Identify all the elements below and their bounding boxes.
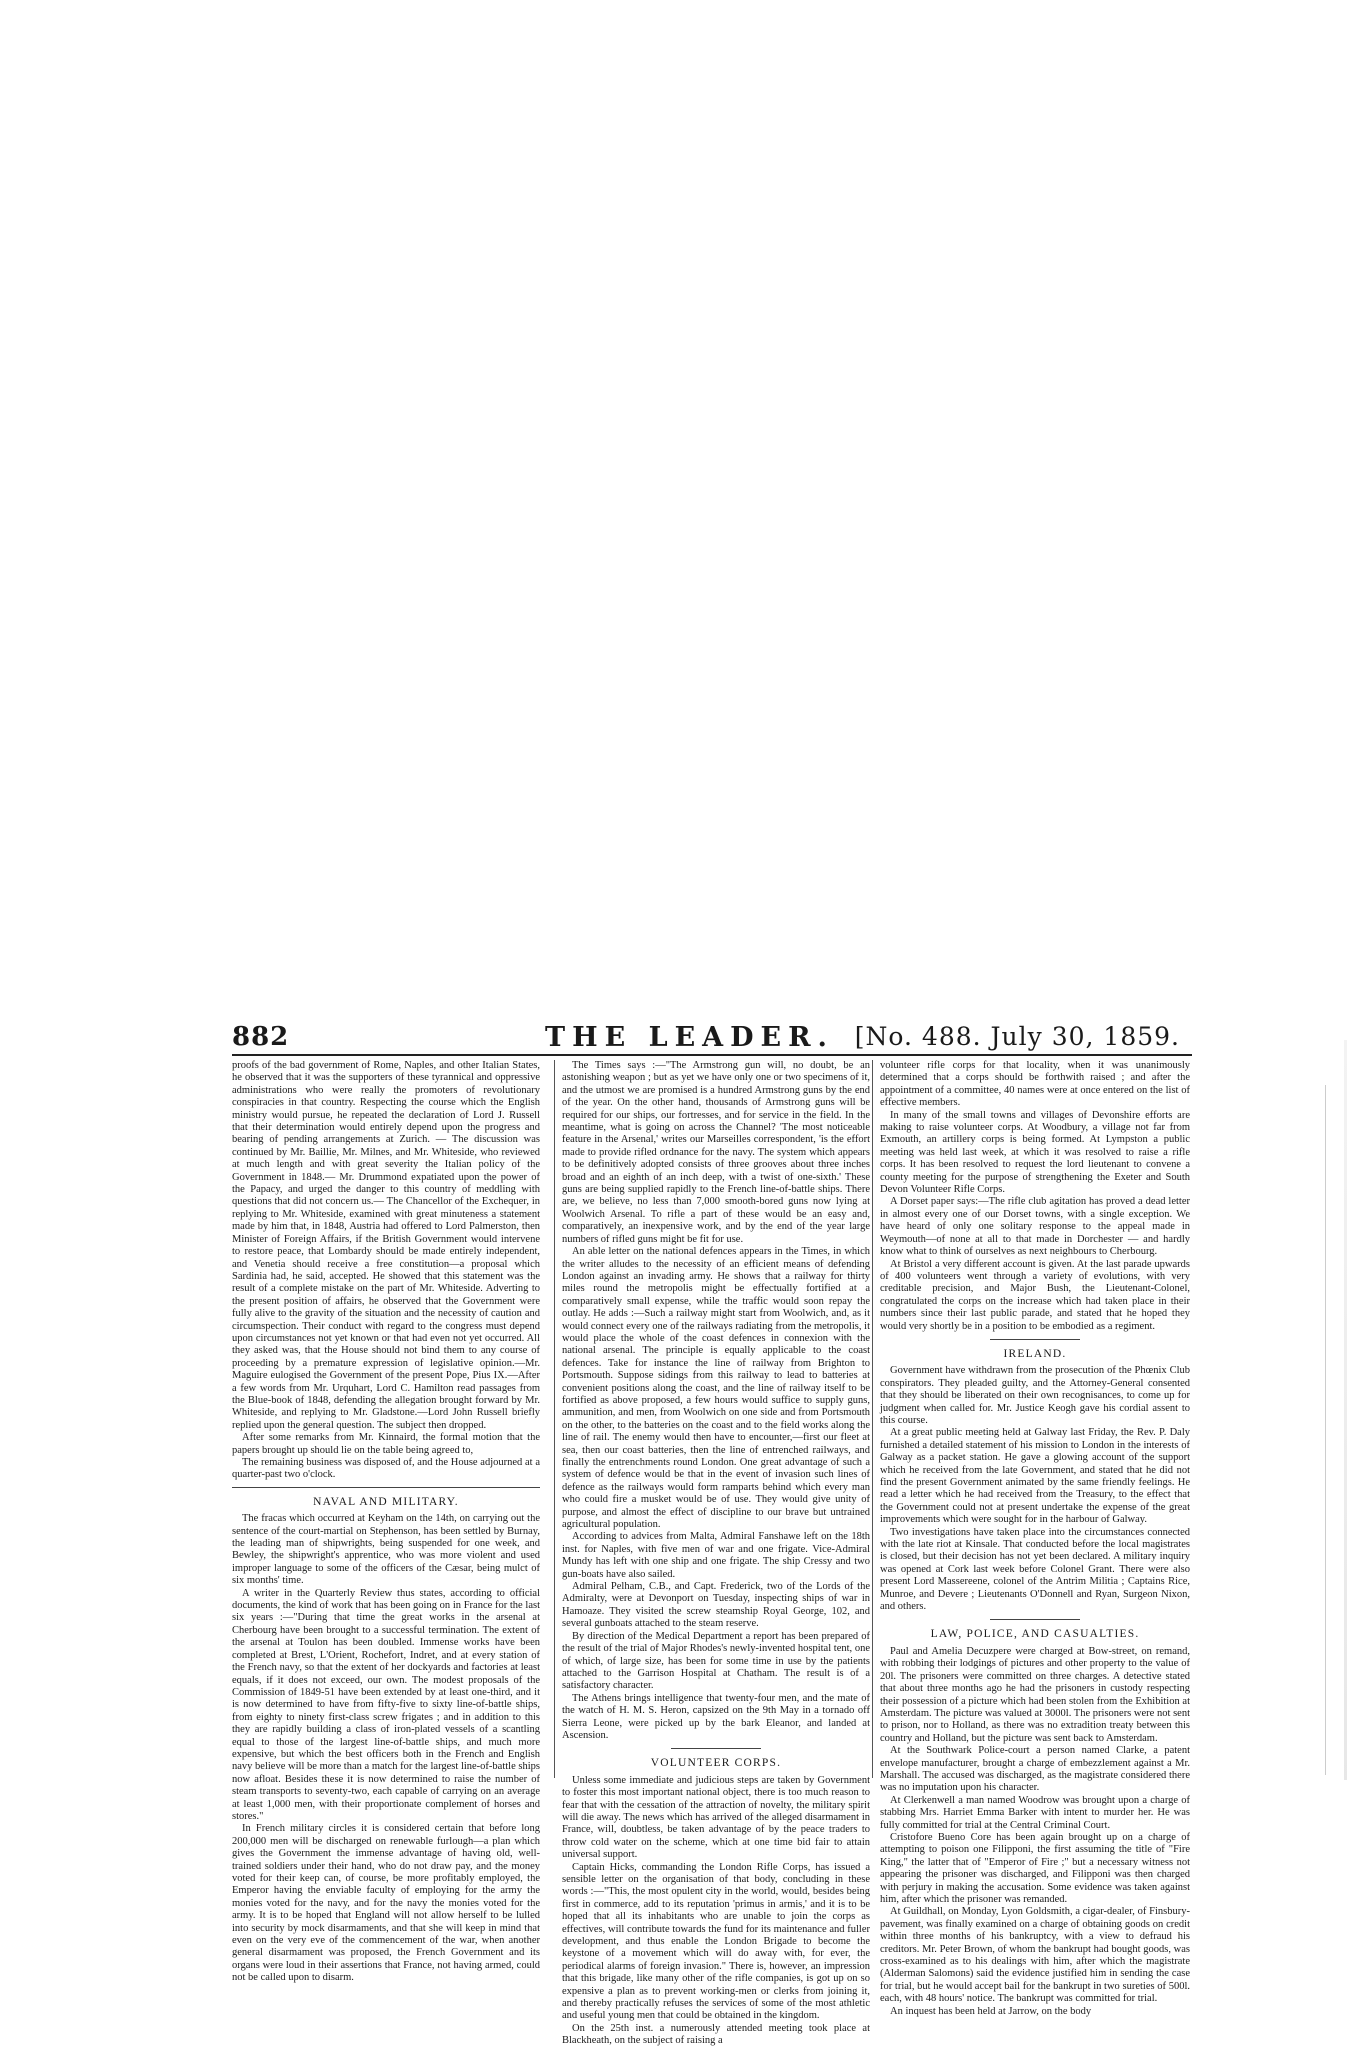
newspaper-title: THE LEADER. bbox=[545, 1022, 834, 1053]
article-paragraph: Two investigations have taken place into the circumstances connected with the late riot at Kinsale. That conducted before the local magistrates is closed, but their decision has not yet been declared. A military inquiry was opened at Cork last week before Colonel Grant. There were also present Lord Massereene, colonel of the Antrim Militia ; Captains Rice, Munroe, and Devere ; Lieutenants O'Donnell and Ryan, Surgeon Nixon, and others. bbox=[880, 1526, 1190, 1613]
column-2 bbox=[562, 1060, 870, 2047]
article-paragraph: A Dorset paper says:—The rifle club agitation has proved a dead letter in almost every one of our Dorset towns, with a single exception. We have heard of only one solitary response to the appeal made in Weymouth—of none at all to that made in Dorchester — and hardly know what to think of ourselves as next neighbours to Cherbourg. bbox=[880, 1196, 1190, 1258]
header-rule bbox=[232, 1054, 1192, 1056]
article-paragraph: Captain Hicks, commanding the London Rifle Corps, has issued a sensible letter on the organisation of that body, concluding in these words :—"This, the most opulent city in the world, would, besides being first in commerce, add to its reputation 'primus in armis,' and it is to be hoped that all its inhabitants who are unable to join the corps as effectives, will contribute towards the fund for its maintenance and fuller development, and thus enable the London Brigade to become the keystone of a movement which will do away with, for ever, the periodical alarms of foreign invasion." There is, however, an impression that this brigade, like many other of the rifle companies, is got up on so expensive a plan as to prevent working-men or clerks from joining it, and thereby practically refuses the services of some of the most athletic and useful young men that could be obtained in the kingdom. bbox=[562, 1861, 870, 2022]
article-paragraph: proofs of the bad government of Rome, Naples, and other Italian States, he observed that it was the supporters of these tyrannical and oppressive administrations who were really the promoters of revolutionary conspiracies in that country. Respecting the course which the English ministry would pursue, he repeated the declaration of Lord J. Russell that their determination would entirely depend upon the progress and bearing of pending arrangements at Zurich. — The discussion was continued by Mr. Baillie, Mr. Milnes, and Mr. Whiteside, who reviewed at much length and with great severity the Italian policy of the Government in 1848.— Mr. Drummond expatiated upon the power of the Papacy, and urged the danger to this country of meddling with questions that did not concern us.— The Chancellor of the Exchequer, in replying to Mr. Whiteside, examined with great minuteness a statement made by him that, in 1848, Austria had offered to Lord Palmerston, then Minister of Foreign Affairs, if the British Government would intervene to restore peace, that Lombardy should be made entirely independent, and Venetia should receive a free constitution—a proposal which Sardinia had, he said, accepted. He showed that this statement was the result of a complete mistake on the part of Mr. Whiteside. Adverting to the present position of affairs, he observed that the Government were fully alive to the gravity of the situation and the necessity of caution and circumspection. Their conduct with regard to the congress must depend upon circumstances not yet known or that had even not yet occurred. All they asked was, that the House should not bind them to any course of proceeding by a premature expression of legislative opinion.—Mr. Maguire eulogised the Government of the present Pope, Pius IX.—After a few words from Mr. Urquhart, Lord C. Hamilton read passages from the Blue-book of 1848, defending the allegation brought forward by Mr. Whiteside, and replying to Mr. Gladstone.—Lord John Russell briefly replied upon the general question. The subject then dropped. bbox=[232, 1060, 540, 1431]
section-rule bbox=[990, 1619, 1080, 1620]
article-paragraph: On the 25th inst. a numerously attended meeting took place at Blackheath, on the subject of raising a bbox=[562, 2022, 870, 2047]
article-paragraph: At a great public meeting held at Galway last Friday, the Rev. P. Daly furnished a detailed statement of his mission to London in the interests of Galway as a packet station. He gave a glowing account of the support which he received from the late Government, and stated that he did not find the present Government animated by the same friendly feelings. He read a letter which he had received from the Treasury, to the effect that the Government could not at present undertake the expense of the great improvements which were sought for in the harbour of Galway. bbox=[880, 1427, 1190, 1526]
article-paragraph: volunteer rifle corps for that locality, when it was unanimously determined that a corps should be forthwith raised ; and after the appointment of a committee, 40 names were at once entered on the list of effective members. bbox=[880, 1060, 1190, 1109]
article-paragraph: At Bristol a very different account is given. At the last parade upwards of 400 volunteers went through a variety of evolutions, with very creditable precision, and Major Bush, the Lieutenant-Colonel, congratulated the corps on the increase which had taken place in their numbers since their last public parade, and stated that he hoped they would very shortly be in a position to be embodied as a regiment. bbox=[880, 1258, 1190, 1332]
article-paragraph: In many of the small towns and villages of Devonshire efforts are making to raise volunteer corps. At Woodbury, a village not far from Exmouth, an artillery corps is being formed. At Lympston a public meeting was held last week, at which it was resolved to raise a rifle corps. It has been resolved to request the lord lieutenant to convene a county meeting for the purpose of strengthening the Exeter and South Devon Volunteer Rifle Corps. bbox=[880, 1109, 1190, 1196]
article-paragraph: Admiral Pelham, C.B., and Capt. Frederick, two of the Lords of the Admiralty, were at Devonport on Tuesday, inspecting ships of war in Hamoaze. They visited the screw steamship Royal George, 102, and several gunboats attached to the steam reserve. bbox=[562, 1581, 870, 1630]
section-heading: IRELAND. bbox=[1003, 1347, 1067, 1360]
column-1 bbox=[232, 1060, 540, 1984]
article-paragraph: At the Southwark Police-court a person named Clarke, a patent envelope manufacturer, brought a charge of embezzlement against a Mr. Marshall. The accused was discharged, as the magistrate considered there was no imputation upon his character. bbox=[880, 1745, 1190, 1794]
column-divider bbox=[554, 1060, 555, 1778]
page-edge-shadow bbox=[1344, 1040, 1347, 1780]
issue-info: [No. 488. July 30, 1859. bbox=[854, 1022, 1180, 1051]
article-paragraph: According to advices from Malta, Admiral Fanshawe left on the 18th inst. for Naples, with five men of war and one frigate. Vice-Admiral Mundy has left with one ship and one frigate. The ship Cressy and two gun-boats have also sailed. bbox=[562, 1531, 870, 1580]
section-heading: LAW, POLICE, AND CASUALTIES. bbox=[930, 1628, 1140, 1641]
section-heading: NAVAL AND MILITARY. bbox=[313, 1495, 459, 1508]
section-heading: VOLUNTEER CORPS. bbox=[650, 1757, 782, 1770]
article-paragraph: After some remarks from Mr. Kinnaird, the formal motion that the papers brought up should lie on the table being agreed to, bbox=[232, 1432, 540, 1456]
column-divider bbox=[872, 1060, 873, 1778]
article-paragraph: Cristofore Bueno Core has been again brought up on a charge of attempting to poison one Filipponi, the first assuming the title of "Fire King," the latter that of "Emperor of Fire ;" but a necessary witness not appearing the prisoner was discharged, and Filipponi was then charged with perjury in making the accusation. Some evidence was taken against him, after which the prisoner was remanded. bbox=[880, 1831, 1190, 1905]
page-header bbox=[232, 1022, 1190, 1052]
article-paragraph: Unless some immediate and judicious steps are taken by Government to foster this most important national object, there is too much reason to fear that with the cessation of the attraction of novelty, the military spirit will die away. The news which has arrived of the alleged disarmament in France, will, doubtless, be taken advantage of by the peace traders to throw cold water on the scheme, which at one time bid fair to attain universal support. bbox=[562, 1774, 870, 1861]
article-paragraph: An able letter on the national defences appears in the Times, in which the writer alludes to the necessity of an efficient means of defending London against an invading army. He shows that a railway for thirty miles round the metropolis might be effectually fortified at a comparatively small expense, while the traffic would soon repay the outlay. He adds :—Such a railway might start from Woolwich, and, as it would connect every one of the railways radiating from the metropolis, it would place the whole of the coast defences in connexion with the national arsenal. The principle is equally applicable to the coast defences. Take for instance the line of railway from Brighton to Portsmouth. Suppose sidings from this railway to lead to batteries at convenient positions along the coast, and the line of railway itself to be fortified as above proposed, a few hours would suffice to supply guns, ammunition, and men, from Woolwich on one side and from Portsmouth on the other, to the batteries on the coast and to the field works along the line of rail. The enemy would then have to encounter,—first our fleet at sea, then our coast batteries, then the line of entrenched railways, and finally the entrenchments round London. One great advantage of such a system of defence would be that in the event of invasion such lines of defence as the railways would form ramparts behind which every man who could fire a musket would be of use. They would give unity of purpose, and almost the effect of discipline to our brave but untrained agricultural population. bbox=[562, 1246, 870, 1531]
article-paragraph: An inquest has been held at Jarrow, on the body bbox=[890, 2005, 1092, 2017]
article-paragraph: By direction of the Medical Department a report has been prepared of the result of the trial of Major Rhodes's newly-invented hospital tent, one of which, of large size, has been for some time in use by the patients attached to the Garrison Hospital at Chatham. The result is of a satisfactory character. bbox=[562, 1630, 870, 1692]
article-paragraph: The fracas which occurred at Keyham on the 14th, on carrying out the sentence of the court-martial on Stephenson, has been settled by Burnay, the leading man of shipwrights, being suspended for one week, and Bewley, the shipwright's apprentice, who was more violent and used improper language to some of the officers of the Cæsar, being mulct of six months' time. bbox=[232, 1513, 540, 1587]
article-paragraph: At Guildhall, on Monday, Lyon Goldsmith, a cigar-dealer, of Finsbury-pavement, was finally examined on a charge of obtaining goods on credit within three months of his bankruptcy, with a view to defraud his creditors. Mr. Peter Brown, of whom the bankrupt had bought goods, was cross-examined as to his dealings with him, after which the magistrate (Alderman Salomons) said the evidence justified him in sending the case for trial, but he would accept bail for the bankrupt in two sureties of 500l. each, with 48 hours' notice. The bankrupt was committed for trial. bbox=[880, 1906, 1190, 2005]
article-paragraph: At Clerkenwell a man named Woodrow was brought upon a charge of stabbing Mrs. Harriet Emma Barker with intent to murder her. He was fully committed for trial at the Central Criminal Court. bbox=[880, 1794, 1190, 1831]
article-paragraph: The Athens brings intelligence that twenty-four men, and the mate of the watch of H. M. S. Heron, capsized on the 9th May in a tornado off Sierra Leone, were picked up by the bark Eleanor, and landed at Ascension. bbox=[562, 1692, 870, 1741]
article-paragraph: The Times says :—"The Armstrong gun will, no doubt, be an astonishing weapon ; but as yet we have only one or two specimens of it, and the utmost we are promised is a hundred Armstrong guns by the end of the year. On the other hand, thousands of Armstrong guns will be required for our ships, our fortresses, and for service in the field. In the meantime, what is going on across the Channel? 'The most noticeable feature in the Arsenal,' writes our Marseilles correspondent, 'is the effort made to provide rifled ordnance for the navy. The system which appears to be definitively adopted consists of three grooves about three inches broad and an eighth of an inch deep, with a twist of one-sixth.' These guns are being supplied rapidly to the French line-of-battle ships. There are, we believe, no less than 7,000 smooth-bored guns now lying at Woolwich Arsenal. To rifle a part of these would be an easy and, comparatively, an inexpensive work, and by the end of the year large numbers of rifled guns might be fit for use. bbox=[562, 1060, 870, 1245]
section-rule bbox=[671, 1748, 761, 1749]
page-edge-shadow bbox=[1325, 1085, 1326, 1775]
article-paragraph: The remaining business was disposed of, and the House adjourned at a quarter-past two o'clock. bbox=[232, 1457, 540, 1481]
article-paragraph: Government have withdrawn from the prosecution of the Phœnix Club conspirators. They pleaded guilty, and the Attorney-General consented that they should be liberated on their own recognisances, to come up for judgment when called for. Mr. Justice Keogh gave his cordial assent to this course. bbox=[880, 1365, 1190, 1426]
section-rule bbox=[232, 1487, 540, 1488]
article-paragraph: A writer in the Quarterly Review thus states, according to official documents, the kind of work that has been going on in France for the last six years :—"During that time the great works in the arsenal at Cherbourg have been brought to a successful termination. The extent of the arsenal at Toulon has been doubled. Immense works have been completed at Brest, L'Orient, Rochefort, Indret, and at every station of the French navy, so that the extent of her dockyards and factories at least equals, if it does not exceed, our own. The modest proposals of the Commission of 1849-51 have been extended by at least one-third, and it is now determined to have from fifty-five to sixty line-of-battle ships, from eighty to ninety first-class screw frigates ; and in addition to this they are rapidly building a class of iron-plated vessels of a scantling equal to those of the largest line-of-battle ships, and much more expensive, but which the best officers both in the French and English navy believe will be more than a match for the largest line-of-battle ships now afloat. Besides these it is now determined to raise the number of steam transports to seventy-two, each capable of carrying on an average at least 1,000 men, with their proportionate complement of horses and stores." bbox=[232, 1587, 540, 1822]
column-3 bbox=[880, 1060, 1190, 2017]
page-number: 882 bbox=[232, 1022, 290, 1052]
section-rule bbox=[990, 1339, 1080, 1340]
article-paragraph: Paul and Amelia Decuzpere were charged at Bow-street, on remand, with robbing their lodgings of pictures and other property to the value of 20l. The prisoners were committed on three charges. A detective stated that about three months ago he had the prisoners in custody respecting their possession of a picture which had been stolen from the Exhibition at Amsterdam. The picture was valued at 3000l. The prisoners were not sent to prison, nor to Holland, as there was no extradition treaty between this country and Holland, but the picture was sent back to Amsterdam. bbox=[880, 1645, 1190, 1744]
article-paragraph: In French military circles it is considered certain that before long 200,000 men will be discharged on renewable furlough—a plan which gives the Government the immense advantage of having old, well-trained soldiers under their hand, who do not draw pay, and the money voted for their keep can, of course, be more profitably employed, the Emperor having the enviable faculty of employing for the army the monies voted for the navy, and for the navy the monies voted for the army. It is to be hoped that England will not allow herself to be lulled into security by mock disarmaments, and that she will keep in mind that even on the very eve of the commencement of the war, when another general disarmament was proposed, the French Government and its organs were loud in their assertions that France, not having armed, could not be called upon to disarm. bbox=[232, 1823, 540, 1984]
